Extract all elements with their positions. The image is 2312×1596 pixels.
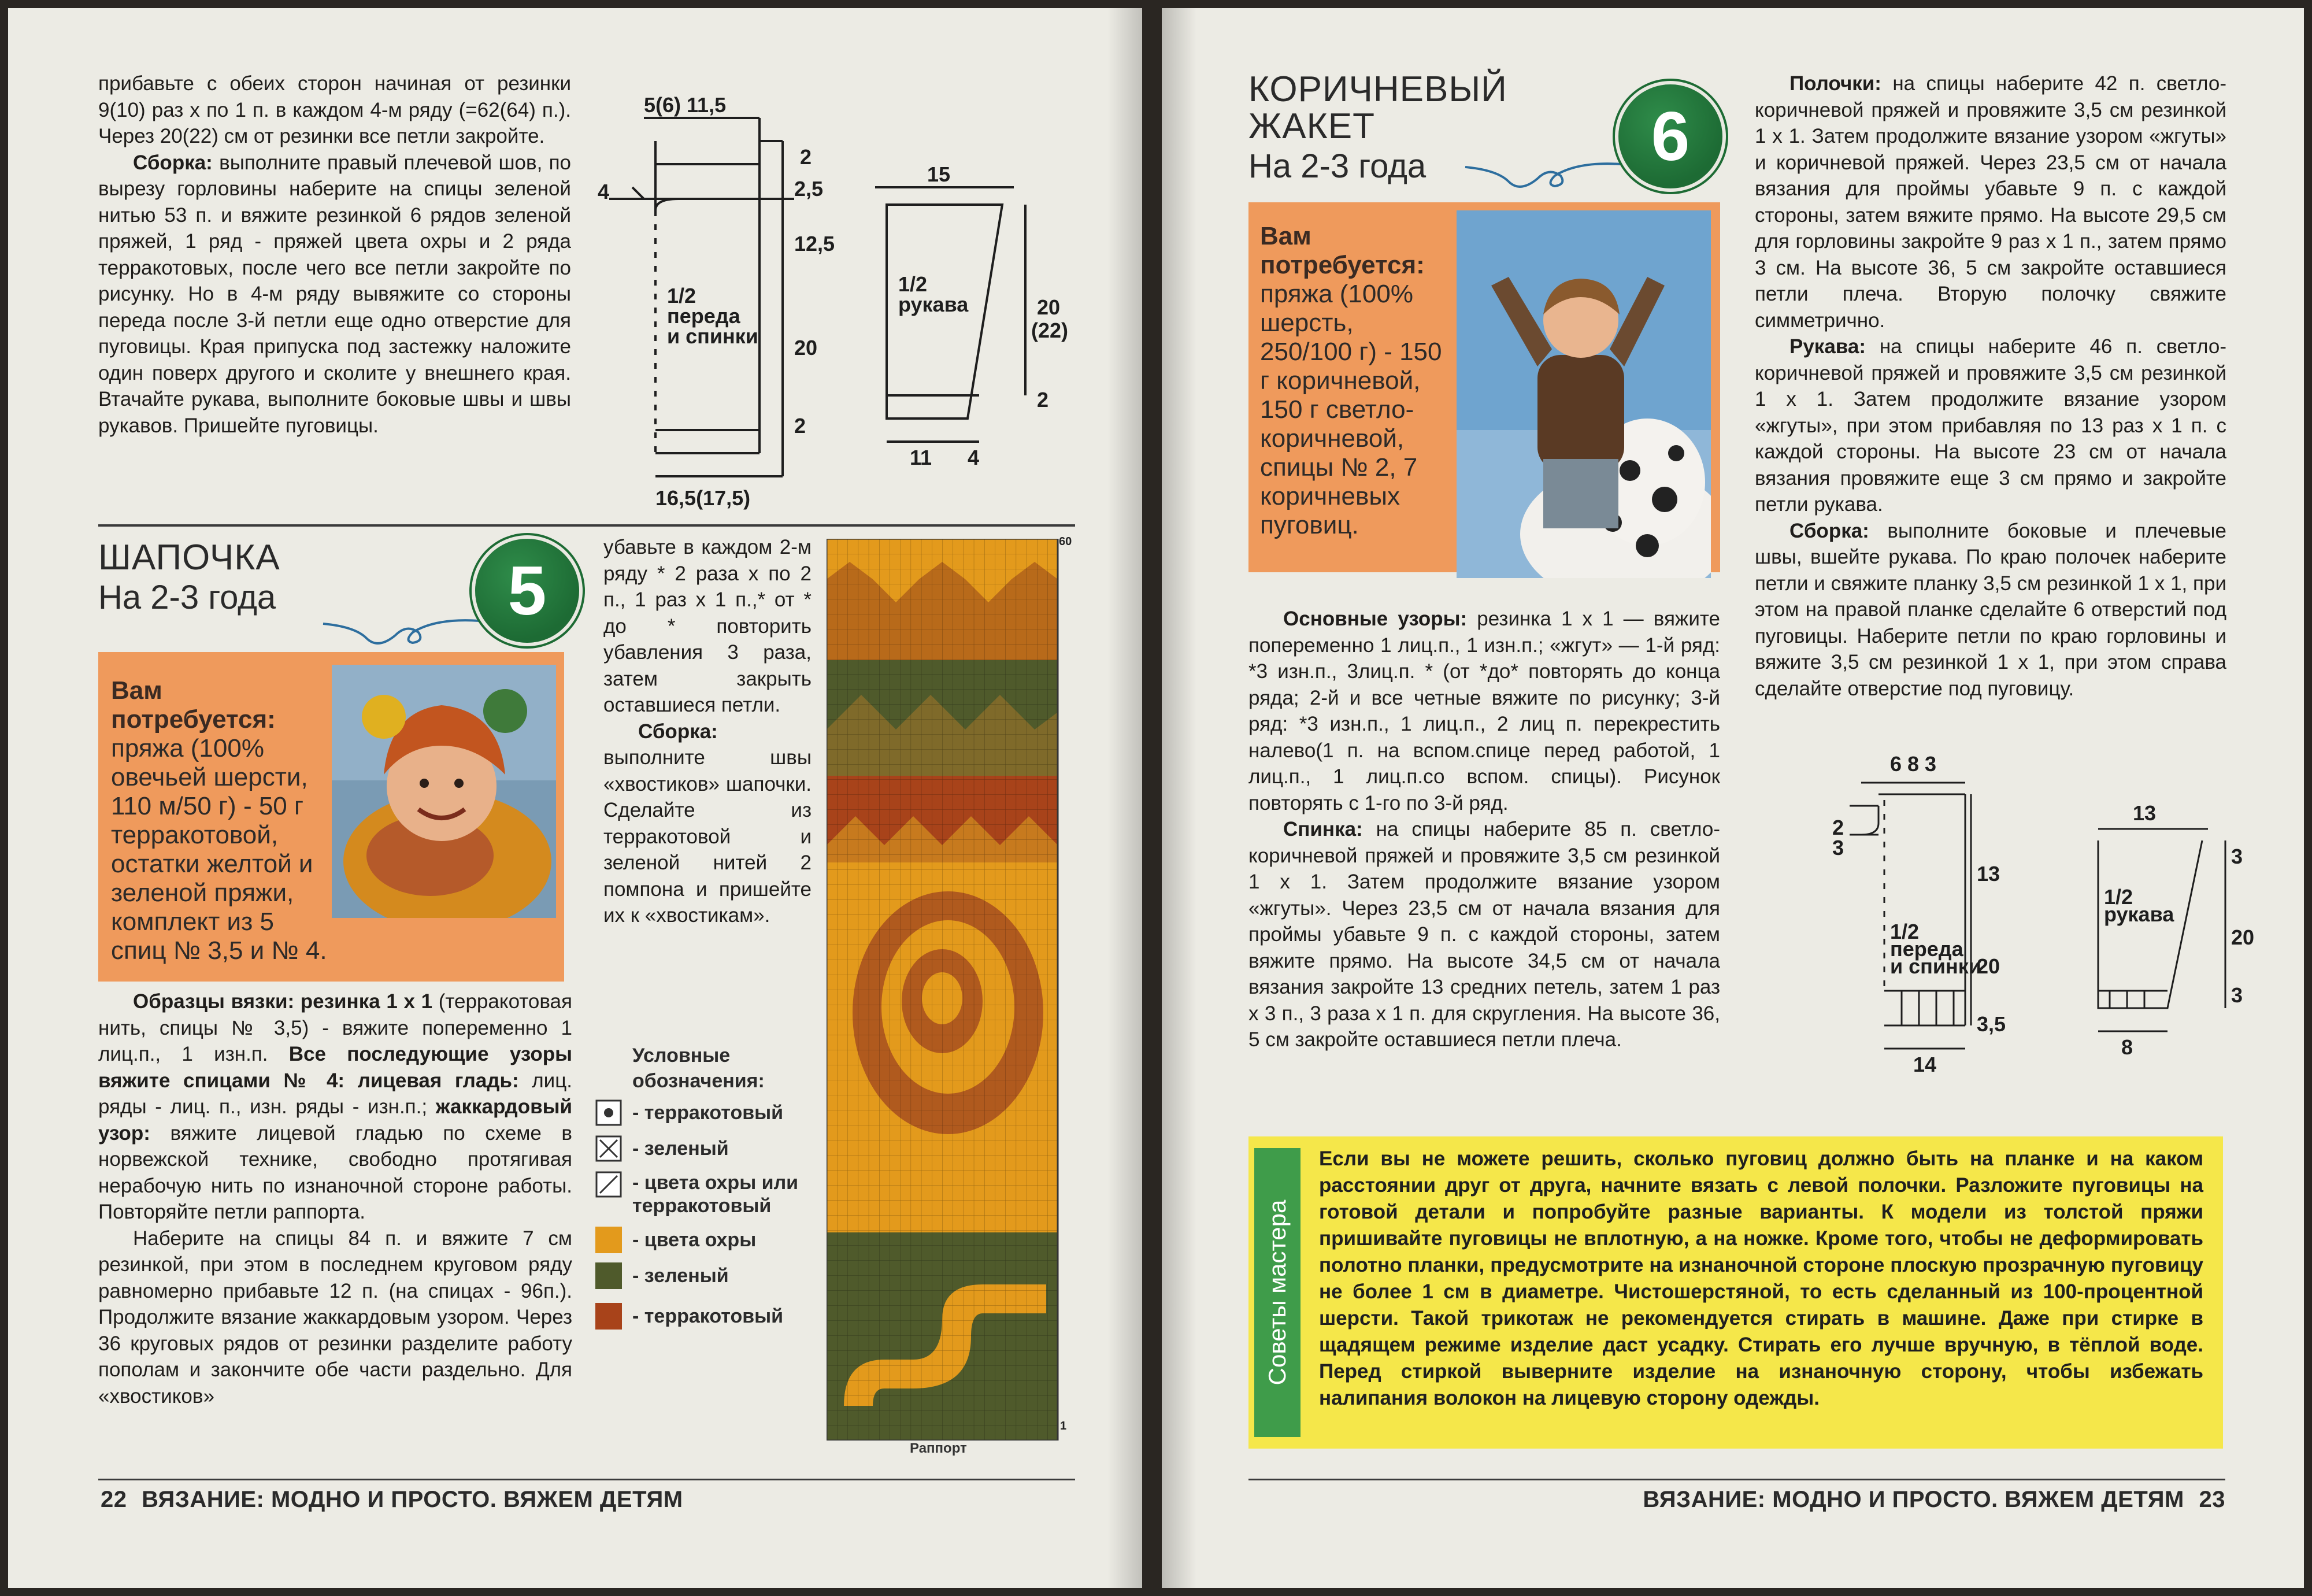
hat-photo (332, 665, 556, 918)
footer-rule (1248, 1479, 2225, 1480)
jacquard-chart (827, 535, 1072, 1441)
sleeves-heading: Рукава: (1789, 335, 1866, 358)
assembly-paragraph (98, 150, 571, 439)
dim-r3: 12,5 (794, 232, 835, 255)
legend-item-terracotta-dot: - терракотовый (595, 1099, 783, 1126)
jacket-number-badge: 6 (1618, 84, 1722, 188)
dim-top: 6 8 3 (1890, 752, 1937, 776)
front-label-3: и спинки (667, 324, 758, 348)
sleeve-dim-bottom: 8 (2121, 1035, 2133, 1059)
chart-repeat-label: Раппорт (910, 1441, 967, 1456)
patterns-body: лиц. ряды - лиц. п., изн. ряды - изн.п.; (98, 1069, 573, 1118)
dim-r2: 2,5 (794, 177, 824, 201)
spine-shadow (1162, 8, 1196, 1588)
dim-r2: 20 (1977, 954, 2000, 978)
dim-left: 4 (598, 180, 610, 203)
right-page (1162, 8, 2304, 1588)
front-label-3: и спинки (1890, 954, 1981, 978)
legend-item-slash: - цвета охры или терракотовый (595, 1171, 806, 1217)
jacket-subtitle: На 2-3 года (1248, 147, 1427, 185)
sleeve-dim-r2: 20 (2231, 925, 2255, 949)
sleeves-body: на спицы наберите 46 п. светло-коричневой пряжей и провяжите 3,5 см резинкой 1 х 1. Затем продолжите вязание узором «жгуты», при этом прибавляя по 13 раз х 1 п. с каждой стороны. На высоте 23 см от начала вязания провяжите еще 3 см прямо и закройте петли рукава. (1755, 335, 2226, 516)
hat-subtitle: На 2-3 года (98, 579, 276, 616)
dim-bottom: 14 (1913, 1053, 1937, 1076)
jacket-materials-heading: Вам потребуется: (1260, 222, 1425, 279)
jacket-assembly-body: выполните боковые и плечевые швы, вшейте рукава. По краю полочек наберите петли и свяжите планку 3,5 см резинкой 1 х 1, при этом на правой планке сделайте 6 отверстий под пуговицы. Наберите петли по краю горловины и вяжите 3,5 см резинкой 1 х 1, при этом справа сделайте отверстие под пуговицу. (1755, 519, 2226, 700)
front-label-1: 1/2 (667, 284, 696, 308)
decrease-paragraph: убавьте в каждом 2-м ряду * 2 раза х по 2 п., 1 раз х 1 п.,* от * до * повторить убавления 3 раза, затем закрыть оставшиеся петли. (603, 536, 812, 716)
hat-assembly-paragraph (603, 719, 812, 929)
footer (1643, 1487, 2225, 1513)
hat-materials-heading: Вам потребуется: (111, 676, 276, 734)
sleeve-label-1: 1/2 (898, 272, 928, 296)
patterns-heading: Все последующие узоры вяжите спицами № 4: лицевая гладь: (98, 1043, 572, 1092)
sleeve-dim-top: 15 (927, 162, 951, 186)
hat-title: ШАПОЧКА (98, 538, 280, 577)
footer-title: ВЯЗАНИЕ: МОДНО И ПРОСТО. ВЯЖЕМ ДЕТЯМ (142, 1487, 683, 1512)
sleeve-dim-b1: 11 (910, 446, 932, 469)
footer-rule (98, 1479, 1075, 1480)
sleeve-dim-r1: 20 (1037, 295, 1061, 319)
jacket-assembly-heading: Сборка: (1789, 519, 1869, 542)
sleeve-dim-r3: 2 (1037, 388, 1049, 412)
chart-legend (595, 1043, 815, 1394)
legend-title: Условные обозначения: (632, 1045, 765, 1092)
jacket-assembly-paragraph (1755, 518, 2226, 702)
footer (101, 1487, 683, 1513)
swirl-ornament (1462, 153, 1624, 193)
dim-bottom: 16,5(17,5) (655, 486, 751, 510)
dim-r5: 2 (794, 414, 806, 438)
back-paragraph (1248, 816, 1720, 1053)
sleeve-label-1: 1/2 (2104, 885, 2133, 909)
left-page (8, 8, 1142, 1588)
sleeve-dim-r3: 3 (2231, 983, 2243, 1007)
chart-row-60-label: 60 (1059, 535, 1072, 548)
dim-r3: 3,5 (1977, 1012, 2006, 1036)
chart-row-1-label: 1 (1060, 1420, 1067, 1432)
sleeve-dim-top: 13 (2133, 801, 2157, 825)
hat-instructions-col2 (603, 534, 812, 929)
legend-item-ochre: - цвета охры (595, 1227, 756, 1253)
dim-r1: 13 (1977, 862, 2000, 886)
sleeve-dim-r2: (22) (1031, 319, 1069, 342)
samples-heading: Образцы вязки: резинка 1 х 1 (133, 990, 433, 1013)
sleeve-dim-b2: 4 (968, 446, 980, 469)
samples-body: (терракотовая нить, спицы № 3,5) - вяжите попеременно 1 лиц.п., 1 изн.п. (98, 990, 572, 1065)
hat-number-badge: 5 (475, 539, 579, 643)
front-label-2: переда (667, 304, 740, 328)
hat-assembly-heading: Сборка: (638, 720, 718, 743)
dim-top: 5(6) 11,5 (644, 93, 727, 117)
patterns-heading: Основные узоры: (1283, 608, 1468, 630)
dim-r4: 20 (794, 336, 818, 360)
section-divider (98, 524, 1075, 527)
dim-left-1: 2 (1832, 816, 1844, 839)
jacket-title-line-1: КОРИЧНЕВЫЙ (1248, 69, 1507, 109)
back-heading: Спинка: (1283, 818, 1363, 840)
legend-item-green: - зеленый (595, 1262, 729, 1289)
master-tips-text: Если вы не можете решить, сколько пуговиц должно быть на планке и на каком расстоянии друг от друга, начните вязать с левой полочки. Разложите пуговицы на готовой детали и попробуйте разные варианты. К модели из толстой пряжи пришивайте пуговицы не вплотную, а на ножке. Кроме того, чтобы не деформировать полотно планки, предусмотрите на изнаночной стороне плоскую прозрачную пуговицу не более 1 см в диаметре. Чистошерстяной, то есть сделанный из 100-процентной шерсти. Такой трикотаж не рекомендуется стирать в машине. Даже при стирке в щадящем режиме изделие даст усадку. Стирать его лучше вручную, в тёплой воде. Перед стиркой выверните изделие на изнаночную сторону, чтобы избежать налипания волокон на лицевую сторону одежды. (1319, 1147, 2203, 1409)
front-label-2: переда (1890, 937, 1963, 961)
continuation-text (98, 71, 571, 439)
dim-left-2: 3 (1832, 836, 1844, 860)
fronts-body: на спицы наберите 42 п. светло-коричневой пряжей и провяжите 3,5 см резинкой 1 х 1. Затем продолжите вязание узором «жгуты» и коричневой пряжей. Через 23,5 см от начала вязания для проймы убавьте 9 п. с каждой стороны, затем вяжите прямо. На высоте 29,5 см для горловины закройте 9 раз х 1 п., затем прямо 3 см. На высоте 36, 5 см закройте оставшиеся петли плеча. Вторую полочку свяжите симметрично. (1755, 72, 2226, 332)
hat-instructions (98, 988, 572, 1409)
hat-materials-text (111, 676, 331, 965)
hat-assembly-body: выполните швы «хвостиков» шапочки. Сделайте из терракотовой и зеленой нитей 2 помпона и пришейте их к «хвостикам». (603, 746, 812, 927)
fronts-heading: Полочки: (1789, 72, 1881, 95)
assembly-heading: Сборка: (133, 151, 213, 174)
pattern-diagram-jacket (1751, 748, 2272, 1130)
samples-paragraph (98, 988, 572, 1225)
footer-title: ВЯЗАНИЕ: МОДНО И ПРОСТО. ВЯЖЕМ ДЕТЯМ (1643, 1487, 2184, 1512)
legend-item-terracotta: - терракотовый (595, 1303, 783, 1330)
dim-r1: 2 (800, 145, 812, 169)
jacket-instructions-col1 (1248, 606, 1720, 1053)
jacquard-heading: жаккардовый узор: (98, 1095, 572, 1145)
sleeves-paragraph (1755, 334, 2226, 518)
jacket-title-line-2: ЖАКЕТ (1248, 106, 1375, 146)
swirl-ornament (320, 609, 482, 650)
master-tips-tab-label: Советы мастера (1264, 1199, 1291, 1386)
patterns-paragraph (1248, 606, 1720, 816)
sleeve-label-2: рукава (898, 292, 969, 316)
jacket-materials-text (1260, 222, 1451, 540)
continuation-paragraph: прибавьте с обеих сторон начиная от резинки 9(10) раз х по 1 п. в каждом 4-м ряду (=62(64) п.). Через 20(22) см от резинки все петли закройте. (98, 72, 571, 147)
assembly-body: выполните правый плечевой шов, по вырезу горловины наберите на спицы зеленой нитью 53 п. и вяжите резинкой 6 рядов зеленой пряжей, 1 ряд - пряжей цвета охры и 2 ряда терракотовых, после чего все петли закройте по рисунку. Но в 4-м ряду вывяжите со стороны переда после 3-й петли еще одно отверстие для пуговицы. Края припуска под застежку наложите один поверх другого и сколите у внешнего края. Втачайте рукава, выполните боковые швы и швы рукавов. Пришейте пуговицы. (98, 151, 571, 437)
spine-shadow (1107, 8, 1142, 1588)
fronts-paragraph (1755, 71, 2226, 334)
master-tips-tab (1254, 1148, 1300, 1437)
patterns-body: резинка 1 х 1 — вяжите попеременно 1 лиц.п., 1 изн.п.; «жгут» — 1-й ряд: *3 изн.п., 3лиц.п. * (от *до* повторять до конца ряда; 2-й и все четные вяжите по рисунку; 3-й ряд: *3 изн.п., 1 лиц.п., 2 лиц п. перекрестить налево(1 п. на вспом.спице перед работой, 1 лиц.п., 1 лиц.п.со вспом. спицы). Рисунок повторять с 1-го по 3-й ряд. (1248, 608, 1720, 814)
cast-on-paragraph: Наберите на спицы 84 п. и вяжите 7 см резинкой, при этом в последнем круговом ряду равномерно прибавьте 12 п. (на спицах - 96п.). Продолжите вязание жаккардовым узором. Через 36 круговых рядов от резинки разделите работу пополам и закончите обе части раздельно. Для «хвостиков» (98, 1227, 572, 1408)
jacket-photo (1457, 210, 1711, 578)
sleeve-label-2: рукава (2104, 902, 2174, 926)
jacquard-body: вяжите лицевой гладью по схеме в норвежской технике, свободно протягивая нерабочую нить по изнаночной стороне работы. Повторяйте петли раппорта. (98, 1121, 572, 1223)
jacquard-chart-graphic (827, 539, 1069, 1441)
page-number: 22 (101, 1487, 127, 1512)
legend-item-green-cross: - зеленый (595, 1135, 729, 1162)
page-number: 23 (2199, 1487, 2225, 1512)
jacket-instructions-col2 (1755, 71, 2226, 702)
sleeve-dim-r1: 3 (2231, 845, 2243, 868)
front-label-1: 1/2 (1890, 920, 1920, 943)
back-body: на спицы наберите 85 п. светло-коричневой пряжей и провяжите 3,5 см резинкой 1 х 1. Затем продолжите вязание узором «жгуты». Через 23,5 см от начала вязания для проймы убавьте 9 п. с каждой стороны, затем вяжите прямо. На высоте 34,5 см от начала вязания закройте 13 средних петель, затем 1 раз х 3 п., 3 раза х 1 п. для скругления. На высоте 36, 5 см закройте оставшиеся петли плеча. (1248, 818, 1720, 1051)
hat-materials-body: пряжа (100% овечьей шерсти, 110 м/50 г) - 50 г терракотовой, остатки желтой и зеленой пряжи, комплект из 5 спиц № 3,5 и № 4. (111, 734, 327, 965)
jacket-materials-body: пряжа (100% шерсть, 250/100 г) - 150 г коричневой, 150 г светло-коричневой, спицы № 2, 7 коричневых пуговиц. (1260, 280, 1442, 539)
pattern-diagram-front (586, 83, 1106, 523)
